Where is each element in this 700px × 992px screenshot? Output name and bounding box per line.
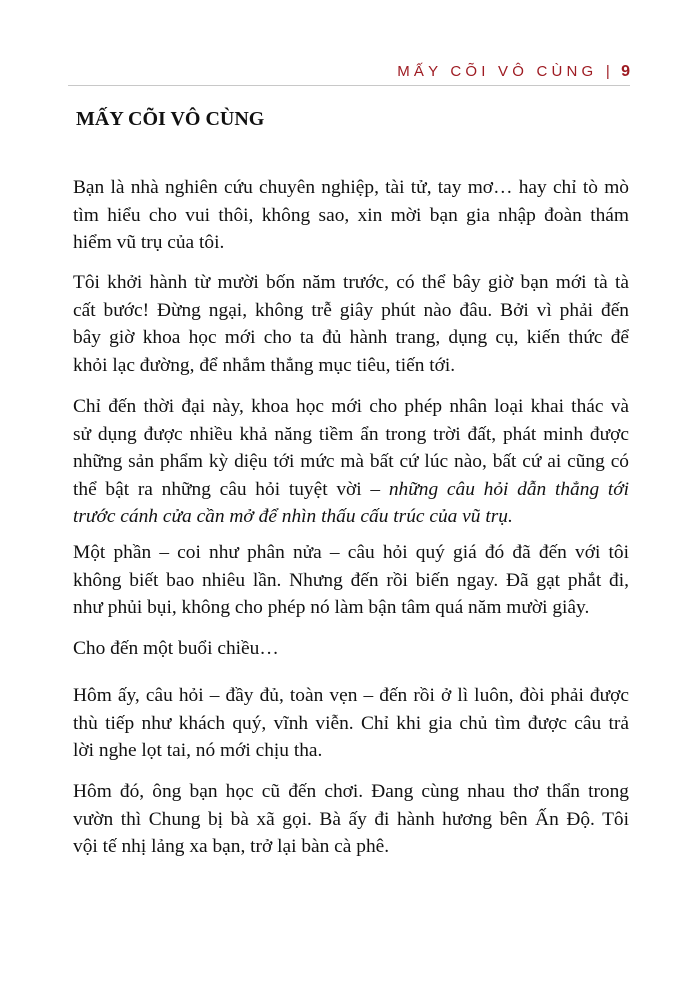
running-title: MẤY CÕI VÔ CÙNG	[397, 63, 598, 80]
text-line-italic: trước cánh cửa cần mở để nhìn thấu cấu trúc của vũ trụ.	[73, 506, 513, 527]
text-line: không biết bao nhiêu lần. Nhưng đến rồi biến ngay. Đã gạt phắt đi,	[73, 569, 629, 591]
text-line: vườn thì Chung bị bà xã gọi. Bà ấy đi hành hương bên Ấn Độ. Tôi	[73, 808, 629, 830]
text-line: vội tế nhị lảng xa bạn, trở lại bàn cà phê.	[73, 836, 390, 857]
paragraph-2	[73, 269, 629, 379]
text-regular: thể bật ra những câu hỏi tuyệt vời –	[73, 478, 389, 500]
text-line: sử dụng được nhiều khả năng tiềm ẩn trong trời đất, phát minh được	[73, 423, 629, 445]
text-line: những sản phẩm kỳ diệu tới mức mà bất cứ lúc nào, bất cứ ai cũng có	[73, 451, 629, 472]
text-line: hiểm vũ trụ của tôi.	[73, 232, 225, 253]
paragraph-4	[73, 539, 629, 622]
text-line: Chỉ đến thời đại này, khoa học mới cho phép nhân loại khai thác và	[73, 396, 629, 417]
paragraph-5	[73, 635, 629, 663]
text-line: cất bước! Đừng ngại, không trễ giây phút nào đâu. Bởi vì phải đến	[73, 299, 629, 321]
paragraph-6	[73, 682, 629, 765]
paragraph-3	[73, 393, 629, 531]
header-separator: |	[605, 63, 610, 80]
text-line-mixed	[73, 476, 629, 504]
text-line: Bạn là nhà nghiên cứu chuyên nghiệp, tài tử, tay mơ… hay chỉ tò mò	[73, 177, 629, 198]
text-line: Tôi khởi hành từ mười bốn năm trước, có thể bây giờ bạn mới tà tà	[73, 272, 629, 293]
text-line: như phủi bụi, không cho phép nó làm bận tâm quá năm mười giây.	[73, 597, 590, 618]
text-line: Hôm đó, ông bạn học cũ đến chơi. Đang cùng nhau thơ thẩn trong	[73, 781, 629, 802]
text-italic: những câu hỏi dẫn thẳng tới	[388, 478, 630, 500]
page-number: 9	[621, 63, 630, 80]
text-line: Cho đến một buổi chiều…	[73, 638, 279, 659]
chapter-title: MẤY CÕI VÔ CÙNG	[76, 108, 265, 130]
paragraph-7	[73, 778, 629, 861]
text-line: lời nghe lọt tai, nó mới chịu tha.	[73, 740, 323, 761]
running-header	[68, 62, 630, 86]
text-line: tìm hiểu cho vui thôi, không sao, xin mời bạn gia nhập đoàn thám	[73, 204, 629, 226]
text-line: Một phần – coi như phân nửa – câu hỏi quý giá đó đã đến với tôi	[73, 542, 629, 563]
text-line: bây giờ khoa học mới cho ta đủ hành trang, dụng cụ, kiến thức để	[73, 327, 629, 348]
text-line: Hôm ấy, câu hỏi – đầy đủ, toàn vẹn – đến rồi ở lì luôn, đòi phải được	[73, 685, 629, 706]
paragraph-1	[73, 174, 629, 257]
text-line: thù tiếp như khách quý, vĩnh viễn. Chỉ khi gia chủ tìm được câu trả	[73, 712, 629, 734]
text-line: khỏi lạc đường, để nhắm thẳng mục tiêu, tiến tới.	[73, 354, 456, 376]
